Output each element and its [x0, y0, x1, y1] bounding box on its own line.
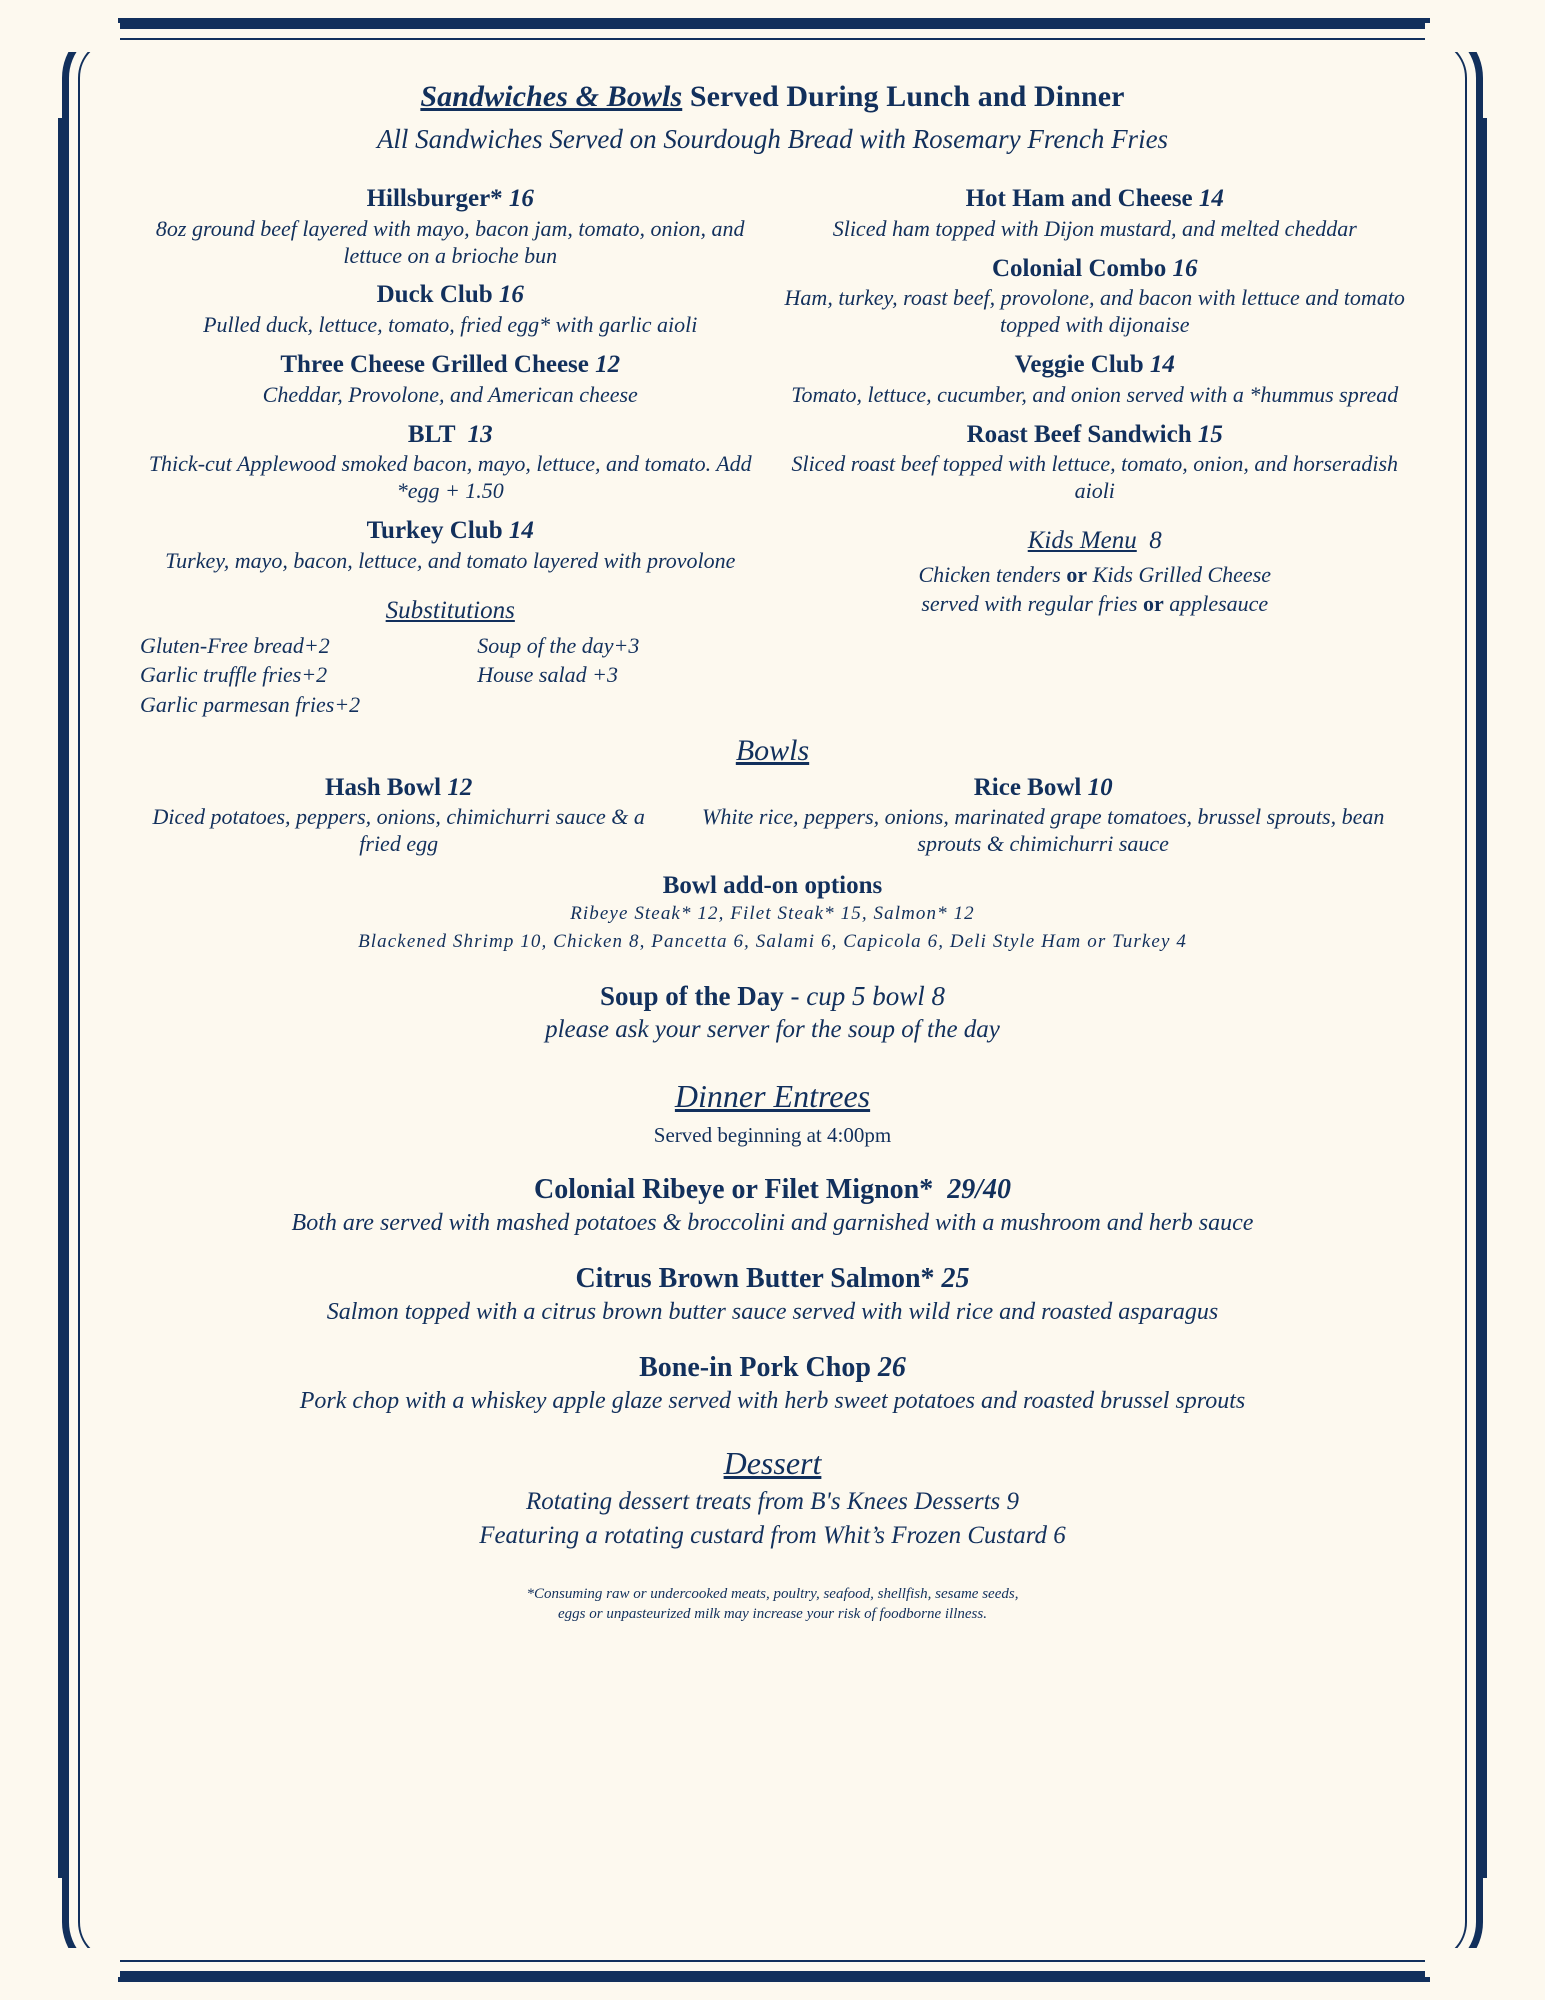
corner-notch-bottom-right [1425, 1948, 1545, 2000]
menu-item-desc: Both are served with mashed potatoes & broccolini and garnished with a mushroom and herb sauce [291, 1210, 1254, 1237]
menu-item-desc: Ham, turkey, roast beef, provolone, and bacon with lettuce and tomato topped with dijonaise [784, 285, 1405, 338]
dessert-line-2: Featuring a rotating custard from Whit’s Frozen Custard 6 [479, 1522, 1066, 1550]
menu-item-name [136, 517, 765, 546]
substitutions-column-b [477, 631, 764, 720]
substitution-item: Garlic parmesan fries+2 [140, 691, 361, 717]
menu-item-title: Hash Bowl [325, 773, 442, 801]
menu-item-desc: Tomato, lettuce, cucumber, and onion served with a *hummus spread [791, 381, 1399, 407]
menu-item-name [781, 421, 1410, 450]
menu-item-title: Three Cheese Grilled Cheese [280, 350, 589, 378]
menu-item-price: 25 [941, 1263, 970, 1295]
frame-edge-top [118, 18, 1430, 23]
menu-item-title: Turkey Club [366, 516, 503, 544]
substitutions-list [136, 631, 765, 720]
kids-menu-line-2 [781, 590, 1410, 619]
sandwiches-section [128, 173, 1417, 720]
menu-item-desc: Sliced ham topped with Dijon mustard, and melted cheddar [832, 215, 1357, 241]
menu-item-price: 14 [1149, 350, 1175, 378]
menu-item-price: 12 [447, 773, 473, 801]
menu-item-price: 13 [467, 420, 493, 448]
kids-side-b: applesauce [1163, 590, 1269, 616]
menu-item-desc: Turkey, mayo, bacon, lettuce, and tomato layered with provolone [165, 547, 736, 573]
kids-menu-label: Kids Menu [1027, 526, 1137, 554]
menu-item-name [136, 351, 765, 380]
consumer-advisory-line-2: eggs or unpasteurized milk may increase your risk of foodborne illness. [558, 1606, 987, 1623]
substitutions-title: Substitutions [385, 596, 515, 624]
menu-item-name [136, 421, 765, 450]
menu-item-title: Bone-in Pork Chop [639, 1352, 871, 1384]
corner-notch-bottom-right-b [1485, 1880, 1545, 2000]
menu-item-desc: Sliced roast beef topped with lettuce, tomato, onion, and horseradish aioli [791, 451, 1399, 504]
consumer-advisory [128, 1584, 1417, 1625]
menu-item-name [128, 1352, 1417, 1384]
menu-item-name [136, 185, 765, 214]
menu-item-title: Rice Bowl [973, 773, 1082, 801]
frame-edge-right [1482, 118, 1487, 1878]
bowl-addon-line-1: Ribeye Steak* 12, Filet Steak* 15, Salmon* 12 [570, 903, 975, 925]
menu-item-price: 16 [1172, 254, 1198, 282]
substitutions-column-a [140, 631, 477, 720]
menu-item-desc: Salmon topped with a citrus brown butter sauce served with wild rice and roasted asparagus [326, 1299, 1219, 1326]
menu-item-name [128, 1263, 1417, 1295]
sandwiches-right-column [773, 173, 1418, 720]
dessert-line-1: Rotating dessert treats from B's Knees Desserts 9 [525, 1488, 1020, 1516]
menu-page [100, 60, 1445, 1940]
menu-item-price: 10 [1087, 773, 1113, 801]
menu-item-desc: Thick-cut Applewood smoked bacon, mayo, lettuce, and tomato. Add *egg + 1.50 [148, 451, 752, 504]
menu-item-name [136, 281, 765, 310]
menu-item-title: Veggie Club [1014, 350, 1144, 378]
soup-price: cup 5 bowl 8 [806, 981, 946, 1012]
menu-item-price: 12 [595, 350, 621, 378]
corner-notch-top-right [1425, 0, 1545, 52]
bowls-heading: Bowls [735, 733, 810, 767]
menu-item-name [781, 185, 1410, 214]
bowl-addon-title: Bowl add-on options [662, 872, 883, 900]
consumer-advisory-line-1: *Consuming raw or undercooked meats, poultry, seafood, shellfish, sesame seeds, [526, 1586, 1019, 1603]
menu-header-emphasis: Sandwiches & Bowls [420, 80, 683, 113]
soup-name: Soup of the Day [599, 981, 784, 1012]
menu-item-price: 16 [508, 185, 534, 212]
kids-or-1: or [1066, 561, 1088, 587]
corner-notch-top-left-b [0, 0, 60, 120]
substitution-item: Soup of the day+3 [477, 632, 640, 658]
menu-item-price: 14 [1198, 185, 1224, 212]
bowl-addon-line-2: Blackened Shrimp 10, Chicken 8, Pancetta 6, Salami 6, Capicola 6, Deli Style Ham or Turkey 4 [358, 930, 1187, 952]
kids-option-a: Chicken tenders [918, 561, 1067, 587]
kids-option-b: Kids Grilled Cheese [1087, 561, 1272, 587]
dessert-heading: Dessert [723, 1445, 822, 1482]
sandwiches-left-column [128, 173, 773, 720]
menu-item-price: 14 [508, 516, 534, 544]
kids-menu-line-1 [781, 561, 1410, 590]
kids-menu-lines [781, 561, 1410, 618]
kids-side-a: served with regular fries [921, 590, 1143, 616]
menu-item-price: 15 [1197, 420, 1223, 448]
menu-item-title: Hot Ham and Cheese [965, 185, 1193, 212]
menu-item-title: Colonial Ribeye or Filet Mignon* [533, 1174, 934, 1206]
menu-item-desc: Pulled duck, lettuce, tomato, fried egg* with garlic aioli [203, 312, 698, 338]
soup-of-the-day [128, 981, 1417, 1012]
kids-menu-title [781, 527, 1410, 555]
substitution-item: House salad +3 [477, 662, 618, 688]
menu-item-desc: Diced potatoes, peppers, onions, chimichurri sauce & a fried egg [152, 804, 645, 857]
bowls-section [128, 770, 1417, 858]
corner-notch-top-left [0, 0, 120, 52]
soup-dash: - [783, 981, 807, 1012]
menu-item-title: BLT [407, 420, 456, 448]
dinner-entrees-heading: Dinner Entrees [674, 1078, 871, 1115]
soup-note: please ask your server for the soup of the day [545, 1016, 1000, 1044]
menu-item-title: Hillsburger* [366, 185, 503, 212]
menu-item-title: Duck Club [376, 281, 493, 309]
menu-item-desc: White rice, peppers, onions, marinated grape tomatoes, brussel sprouts, bean sprouts & chimichurri sauce [702, 804, 1385, 857]
menu-header-rest: Served During Lunch and Dinner [682, 80, 1125, 113]
menu-item-name [128, 1174, 1417, 1206]
corner-notch-bottom-left-b [0, 1880, 60, 2000]
frame-edge-bottom [118, 1977, 1430, 1982]
kids-menu-price: 8 [1149, 526, 1162, 554]
menu-item-title: Citrus Brown Butter Salmon* [575, 1263, 935, 1295]
menu-item-price: 16 [498, 281, 524, 309]
bowls-right-column [669, 770, 1417, 858]
menu-item-price: 26 [877, 1352, 906, 1384]
menu-item-name [136, 774, 661, 803]
menu-item-title: Roast Beef Sandwich [966, 420, 1192, 448]
menu-header [128, 80, 1417, 114]
corner-notch-top-right-b [1485, 0, 1545, 120]
bowls-left-column [128, 770, 669, 858]
menu-item-title: Colonial Combo [991, 254, 1167, 282]
menu-subheader: All Sandwiches Served on Sourdough Bread with Rosemary French Fries [376, 124, 1169, 154]
frame-edge-left [58, 118, 63, 1878]
menu-item-name [781, 255, 1410, 284]
substitution-item: Gluten-Free bread+2 [140, 632, 330, 658]
kids-or-2: or [1142, 590, 1164, 616]
menu-item-name [781, 351, 1410, 380]
menu-item-price: 29/40 [947, 1174, 1012, 1206]
dinner-served-note: Served beginning at 4:00pm [653, 1123, 892, 1148]
menu-item-name [677, 774, 1409, 803]
corner-notch-bottom-left [0, 1948, 120, 2000]
menu-item-desc: Cheddar, Provolone, and American cheese [262, 381, 638, 407]
menu-item-desc: Pork chop with a whiskey apple glaze served with herb sweet potatoes and roasted brussel sprouts [299, 1388, 1246, 1415]
menu-item-desc: 8oz ground beef layered with mayo, bacon jam, tomato, onion, and lettuce on a brioche bun [155, 215, 745, 268]
substitution-item: Garlic truffle fries+2 [140, 662, 328, 688]
